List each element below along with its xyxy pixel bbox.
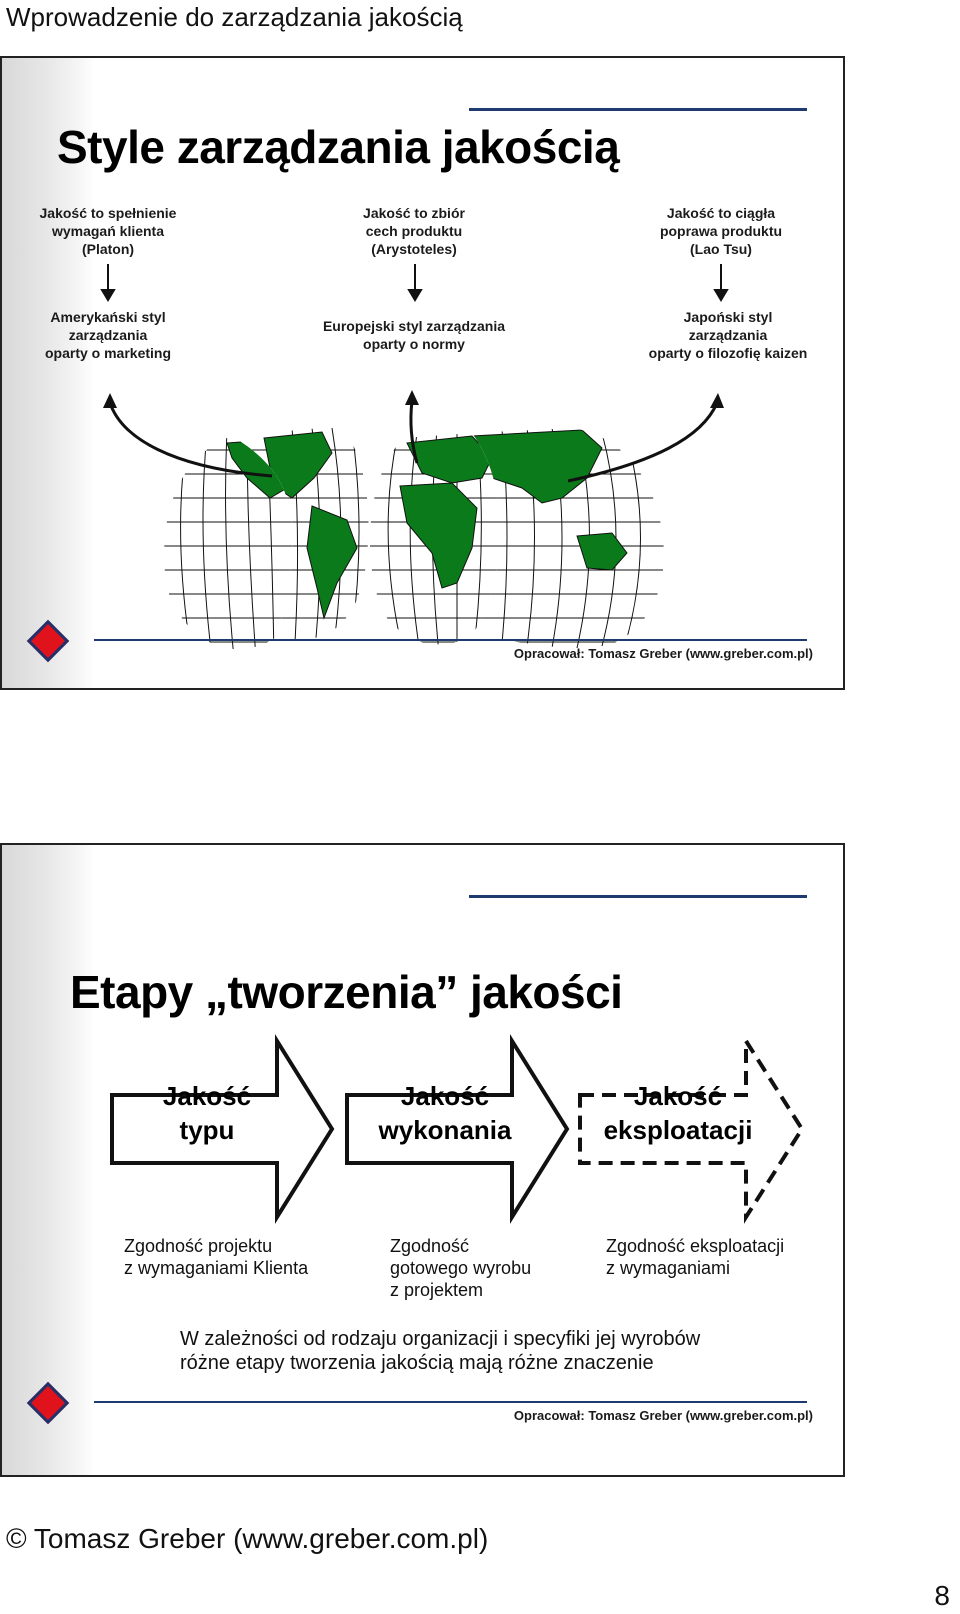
style-american: Amerykański styl zarządzania oparty o marketing	[44, 309, 172, 361]
definition-platon: Jakość to spełnienie wymagań klienta (Platon)	[39, 205, 177, 257]
page-number: 8	[934, 1580, 950, 1611]
style-japanese: Japoński styl zarządzania oparty o filozofię kaizen	[648, 309, 808, 361]
slide-footer-credit: Opracował: Tomasz Greber (www.greber.com.pl)	[513, 646, 813, 661]
footer-line	[94, 639, 807, 641]
slide-title: Etapy „tworzenia” jakości	[70, 966, 623, 1018]
stage-description-eksploatacji: Zgodność eksploatacji z wymaganiami	[606, 1236, 785, 1278]
stage-description-typu: Zgodność projektu z wymaganiami Klienta	[124, 1236, 309, 1278]
style-european: Europejski styl zarządzania oparty o normy	[322, 318, 506, 352]
stages-note: W zależności od rodzaju organizacji i specyfiki jej wyrobów różne etapy tworzenia jakością mają różne znaczenie	[180, 1328, 701, 1374]
stage-label-typu: Jakość typu	[162, 1081, 252, 1145]
stage-arrows	[2, 845, 845, 1477]
definition-lao-tsu: Jakość to ciągła poprawa produktu (Lao Tsu)	[659, 205, 783, 257]
world-map	[2, 58, 845, 690]
slide-quality-stages	[0, 843, 845, 1477]
slide-footer-credit: Opracował: Tomasz Greber (www.greber.com.pl)	[513, 1408, 813, 1423]
stage-label-wykonania: Jakość wykonania	[378, 1081, 512, 1145]
slide-quality-styles	[0, 56, 845, 690]
stage-label-eksploatacji: Jakość eksploatacji	[603, 1081, 753, 1145]
page-header: Wprowadzenie do zarządzania jakością	[6, 2, 463, 32]
footer-line	[94, 1401, 807, 1403]
definition-arystoteles: Jakość to zbiór cech produktu (Arystoteles)	[363, 205, 465, 257]
copyright-text: © Tomasz Greber (www.greber.com.pl)	[6, 1523, 489, 1554]
stage-description-wykonania: Zgodność gotowego wyrobu z projektem	[390, 1236, 532, 1300]
slide-title: Style zarządzania jakością	[57, 121, 620, 173]
